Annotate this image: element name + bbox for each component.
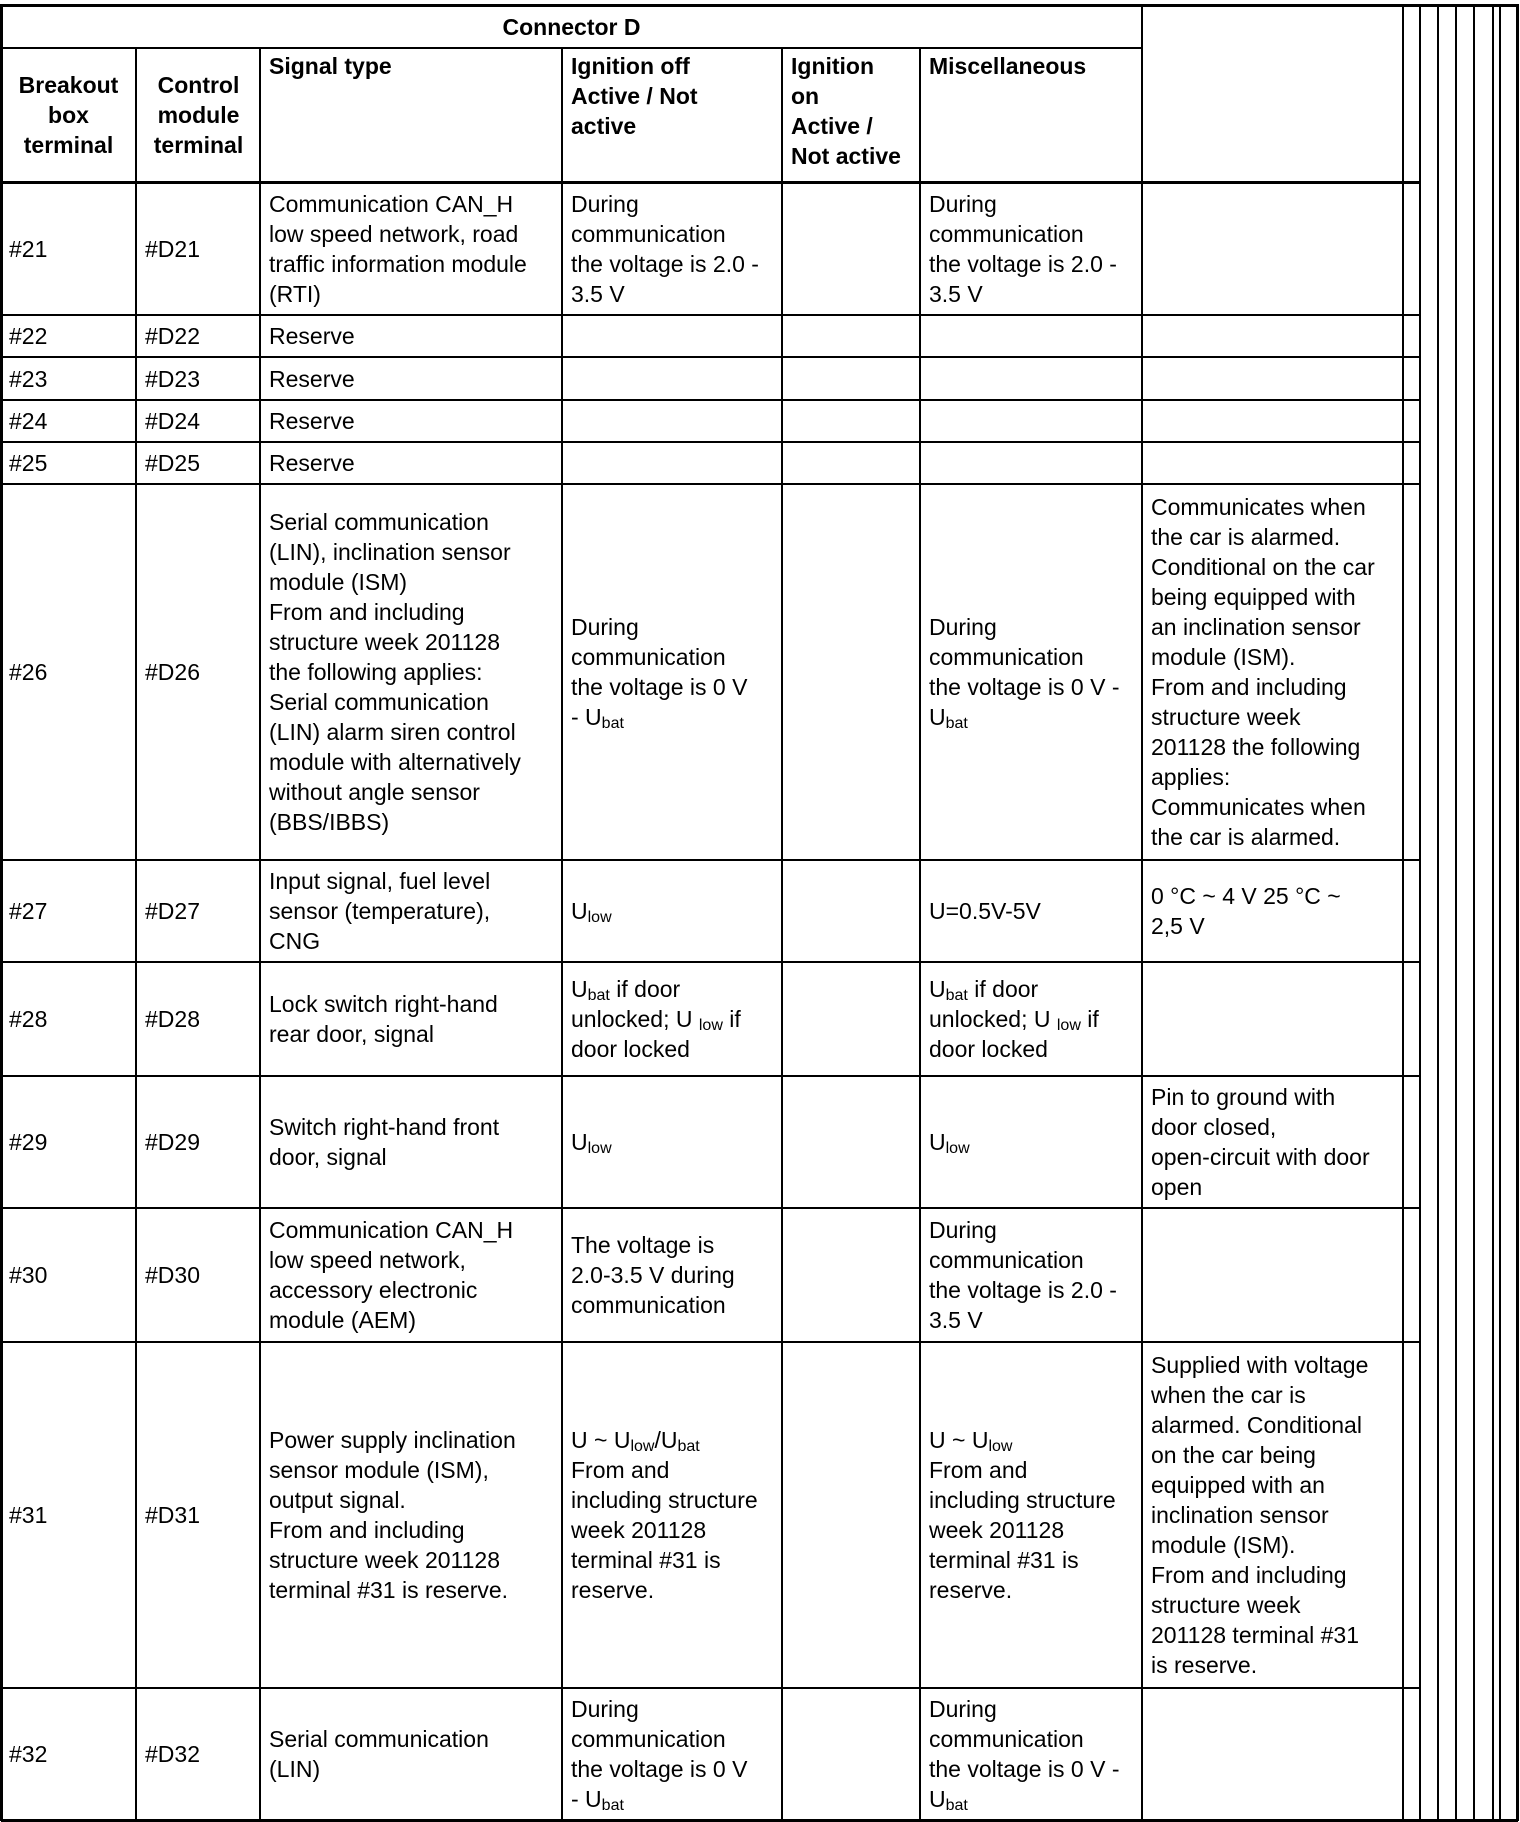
row-12-ignition-off [565,1690,780,1818]
row-4-miscellaneous [923,402,1140,440]
cell-line: During [571,1696,639,1722]
row-12-signal-type [263,1690,560,1818]
cell-line: open [1151,1174,1203,1200]
cell-line: the voltage is 2.0 - [571,250,759,277]
cell-line: #27 [9,898,48,924]
row-5-breakout-terminal [3,444,134,482]
cell-line: box [48,102,89,128]
cell-line: the following applies: [269,659,483,685]
cell-line: #D29 [145,1129,200,1155]
grid-line [1,441,1420,443]
row-11-ignition-off [565,1344,780,1686]
grid-line [561,48,563,1820]
row-1-signal-type [263,184,560,313]
row-2-breakout-terminal [3,317,134,355]
cell-line: #24 [9,408,48,434]
row-3-notes [1145,359,1401,398]
cell-line: From and [571,1457,670,1483]
cell-line: alarmed. Conditional [1151,1412,1362,1438]
cell-line: module (AEM) [269,1307,416,1333]
cell-line: Communicates when [1151,494,1366,520]
cell-line: Reserve [269,365,355,392]
cell-line: #D31 [145,1502,200,1528]
row-6-signal-type [263,486,560,858]
cell-line: CNG [269,928,321,954]
row-8-signal-type [263,964,560,1074]
cell-line: Serial communication [269,509,489,535]
cell-line: 2,5 V [1151,913,1205,939]
cell-line: being equipped with [1151,584,1356,610]
cell-line: Serial communication [269,1726,489,1752]
cell-line: U ~ $U_{low}/U_{bat}$ [571,1427,700,1455]
cell-line: module (ISM) [269,569,408,595]
row-11-miscellaneous [923,1344,1140,1686]
grid-line [1499,6,1501,1820]
grid-line [1,47,1142,49]
grid-line [1,1075,1420,1077]
row-8-miscellaneous [923,964,1140,1074]
cell-line: From and including [269,1517,465,1543]
cell-line: Lock switch right-hand [269,991,498,1017]
cell-line: From and including [1151,674,1347,700]
row-11-control-terminal [139,1344,258,1686]
cell-line: module (ISM). [1151,1532,1296,1558]
cell-line: door, signal [269,1144,387,1170]
cell-line: reserve. [571,1577,655,1603]
cell-line: sensor module (ISM), [269,1457,489,1483]
cell-line: (RTI) [269,280,321,307]
cell-line: inclination sensor [1151,1502,1329,1528]
cell-line: on the car being [1151,1442,1316,1468]
row-2-notes [1145,317,1401,355]
cell-line: communication [571,1292,726,1318]
cell-line: (BBS/IBBS) [269,809,390,835]
cell-line: 3.5 V [571,280,625,307]
cell-line: 3.5 V [929,1307,983,1333]
grid-line [0,4,3,1821]
grid-line [1,961,1420,963]
row-2-ignition-off [565,317,780,355]
grid-line [1437,6,1439,1820]
cell-line: #D32 [145,1741,200,1767]
cell-line: module [157,102,240,128]
cell-line: communication [929,220,1084,247]
cell-line: #D24 [145,408,200,434]
row-3-control-terminal [139,359,258,398]
row-4-ignition-off [565,402,780,440]
cell-line: communication [571,1726,726,1752]
row-8-notes [1145,964,1401,1074]
row-9-notes [1145,1078,1401,1206]
row-8-ignition-on [785,964,918,1074]
row-10-notes [1145,1210,1401,1340]
cell-line: structure week [1151,704,1301,730]
cell-line: (LIN) [269,1756,321,1782]
row-9-miscellaneous [923,1078,1140,1206]
cell-line: - $U_{bat}$ [571,1786,624,1814]
grid-line [1,859,1420,861]
row-4-breakout-terminal [3,402,134,440]
row-11-notes [1145,1344,1401,1686]
row-5-signal-type [263,444,560,482]
grid-line [1,181,1420,184]
row-5-ignition-on [785,444,918,482]
cell-line: Communication CAN_H [269,1217,514,1243]
grid-line [1,314,1420,316]
cell-line: including structure [571,1487,758,1513]
cell-line: the voltage is 2.0 - [929,250,1117,277]
cell-line: #D25 [145,450,200,476]
cell-line: (LIN), inclination sensor [269,539,511,565]
grid-line [1473,6,1475,1820]
row-6-miscellaneous [923,486,1140,858]
cell-line: terminal #31 is reserve. [269,1577,509,1603]
row-2-ignition-on [785,317,918,355]
row-11-ignition-on [785,1344,918,1686]
cell-line: the voltage is 2.0 - [929,1277,1117,1303]
cell-line: $U_{bat}$ [929,1786,968,1814]
cell-line: 201128 terminal #31 [1151,1622,1359,1648]
cell-line: #D30 [145,1262,200,1288]
cell-line: Pin to ground with [1151,1084,1336,1110]
grid-line [1455,6,1457,1820]
cell-line: Reserve [269,450,355,476]
row-8-control-terminal [139,964,258,1074]
header-miscellaneous [923,50,1140,180]
cell-line: (LIN) alarm siren control [269,719,516,745]
cell-line: From and including [269,599,465,625]
cell-line: #25 [9,450,48,476]
cell-line: open-circuit with door [1151,1144,1370,1170]
row-10-control-terminal [139,1210,258,1340]
cell-line: terminal #31 is [571,1547,721,1573]
cell-line: #D21 [145,235,200,262]
cell-line: equipped with an [1151,1472,1325,1498]
cell-line: #D22 [145,323,200,349]
row-2-miscellaneous [923,317,1140,355]
cell-line: During [929,1696,997,1722]
row-7-breakout-terminal [3,862,134,960]
row-2-control-terminal [139,317,258,355]
cell-line: communication [929,644,1084,670]
row-1-miscellaneous [923,184,1140,313]
grid-line [1,4,1518,7]
row-11-breakout-terminal [3,1344,134,1686]
cell-line: unlocked; U $_{low}$ if [929,1006,1099,1034]
cell-line: U ~ $U_{low}$ [929,1427,1013,1455]
row-10-ignition-on [785,1210,918,1340]
cell-line: door locked [929,1036,1048,1062]
cell-line: output signal. [269,1487,406,1513]
row-9-signal-type [263,1078,560,1206]
grid-line [1516,4,1519,1821]
cell-line: low speed network, road [269,220,519,247]
grid-line [1141,6,1143,1820]
row-7-miscellaneous [923,862,1140,960]
cell-line: door locked [571,1036,690,1062]
header-signal-type [263,50,560,180]
cell-line: structure week 201128 [269,1547,500,1573]
cell-line: Active / [791,113,873,139]
grid-line [259,48,261,1820]
cell-line: #D27 [145,898,200,924]
cell-line: on [791,83,820,109]
cell-line: Reserve [269,408,355,434]
header-ignition-on [785,50,918,180]
cell-line: #D28 [145,1006,200,1032]
row-8-breakout-terminal [3,964,134,1074]
row-10-breakout-terminal [3,1210,134,1340]
cell-line: During [929,614,997,640]
cell-line: During [571,614,639,640]
grid-line [135,48,137,1820]
cell-line: Miscellaneous [929,53,1087,79]
grid-line [1419,6,1421,1820]
row-9-control-terminal [139,1078,258,1206]
cell-line: Active / Not [571,83,698,109]
row-6-control-terminal [139,486,258,858]
cell-line: Reserve [269,323,355,349]
cell-line: From and [929,1457,1028,1483]
cell-line: communication [571,220,726,247]
cell-line: an inclination sensor [1151,614,1361,640]
row-2-signal-type [263,317,560,355]
cell-line: During [571,190,639,217]
cell-line: applies: [1151,764,1231,790]
cell-line: module (ISM). [1151,644,1296,670]
cell-line: 3.5 V [929,280,983,307]
cell-line: 2.0-3.5 V during [571,1262,735,1288]
row-9-breakout-terminal [3,1078,134,1206]
cell-line: without angle sensor [269,779,480,805]
cell-line: the car is alarmed. [1151,524,1341,550]
cell-line: The voltage is [571,1232,715,1258]
row-6-ignition-off [565,486,780,858]
row-7-signal-type [263,862,560,960]
cell-line: when the car is [1151,1382,1306,1408]
table-title: Connector D [502,14,641,40]
cell-line: accessory electronic [269,1277,478,1303]
row-5-miscellaneous [923,444,1140,482]
cell-line: week 201128 [571,1517,707,1543]
cell-line: communication [571,644,726,670]
cell-line: Ignition [791,53,875,79]
grid-line [1402,6,1404,1820]
cell-line: Communicates when [1151,794,1366,820]
row-4-notes [1145,402,1401,440]
row-4-control-terminal [139,402,258,440]
grid-line [1492,6,1494,1820]
row-1-breakout-terminal [3,184,134,313]
row-4-ignition-on [785,402,918,440]
row-12-notes [1145,1690,1401,1818]
cell-line: Serial communication [269,689,489,715]
cell-line: module with alternatively [269,749,521,775]
row-7-control-terminal [139,862,258,960]
row-6-notes [1145,486,1401,858]
cell-line: the voltage is 0 V - [929,674,1120,700]
row-10-ignition-off [565,1210,780,1340]
row-7-notes [1145,862,1401,960]
cell-line: unlocked; U $_{low}$ if [571,1006,741,1034]
cell-line: Control [157,72,240,98]
cell-line: Breakout [18,72,119,98]
cell-line: Not active [791,143,901,169]
row-1-ignition-on [785,184,918,313]
grid-line [1,1341,1420,1343]
row-1-ignition-off [565,184,780,313]
row-11-signal-type [263,1344,560,1686]
cell-line: During [929,1217,997,1243]
row-1-notes [1145,184,1401,313]
cell-line: #22 [9,323,48,349]
cell-line: sensor (temperature), [269,898,491,924]
cell-line: structure week [1151,1592,1301,1618]
cell-line: Input signal, fuel level [269,868,491,894]
row-12-control-terminal [139,1690,258,1818]
grid-line [1,1687,1420,1689]
cell-line: the voltage is 0 V - [929,1756,1120,1782]
row-12-ignition-on [785,1690,918,1818]
cell-line: U=0.5V-5V [929,898,1041,924]
cell-line: $U_{low}$ [929,1129,970,1157]
cell-line: - $U_{bat}$ [571,704,624,732]
row-4-signal-type [263,402,560,440]
cell-line: the voltage is 0 V [571,1756,748,1782]
cell-line: door closed, [1151,1114,1277,1140]
cell-line: terminal [153,132,244,158]
cell-line: communication [929,1247,1084,1273]
cell-line: 201128 the following [1151,734,1361,760]
row-1-control-terminal [139,184,258,313]
row-3-ignition-on [785,359,918,398]
cell-line: #31 [9,1502,48,1528]
cell-line: is reserve. [1151,1652,1258,1678]
cell-line: Ignition off [571,53,690,79]
row-5-ignition-off [565,444,780,482]
cell-line: $U_{bat}$ if door [929,976,1039,1004]
header-control-terminal [139,50,258,180]
cell-line: #D26 [145,659,200,685]
cell-line: Supplied with voltage [1151,1352,1369,1378]
row-12-breakout-terminal [3,1690,134,1818]
cell-line: $U_{low}$ [571,1129,612,1157]
cell-line: active [571,113,637,139]
cell-line: Conditional on the car [1151,554,1375,580]
row-7-ignition-on [785,862,918,960]
row-8-ignition-off [565,964,780,1074]
row-6-ignition-on [785,486,918,858]
cell-line: structure week 201128 [269,629,500,655]
cell-line: low speed network, [269,1247,466,1273]
grid-line [1,399,1420,401]
row-3-ignition-off [565,359,780,398]
cell-line: From and including [1151,1562,1347,1588]
cell-line: #29 [9,1129,48,1155]
header-breakout-terminal [3,50,134,180]
cell-line: Power supply inclination [269,1427,516,1453]
row-12-miscellaneous [923,1690,1140,1818]
grid-line [1,483,1420,485]
cell-line: #26 [9,659,48,685]
cell-line: $U_{low}$ [571,898,612,926]
cell-line: #28 [9,1006,48,1032]
cell-line: terminal [23,132,114,158]
cell-line: Signal type [269,53,392,79]
cell-line: the car is alarmed. [1151,824,1341,850]
cell-line: $U_{bat}$ [929,704,968,732]
cell-line: reserve. [929,1577,1013,1603]
row-7-ignition-off [565,862,780,960]
cell-line: #30 [9,1262,48,1288]
row-5-control-terminal [139,444,258,482]
cell-line: During [929,190,997,217]
row-3-breakout-terminal [3,359,134,398]
cell-line: Communication CAN_H [269,190,514,217]
grid-line [1,356,1420,358]
row-9-ignition-on [785,1078,918,1206]
cell-line: #D23 [145,365,200,392]
cell-line: Switch right-hand front [269,1114,500,1140]
cell-line: communication [929,1726,1084,1752]
row-10-signal-type [263,1210,560,1340]
grid-line [1,1207,1420,1209]
header-ignition-off [565,50,780,180]
cell-line: 0 °C ~ 4 V 25 °C ~ [1151,883,1341,909]
header-notes [1145,50,1401,180]
grid-line [919,48,921,1820]
cell-line: #23 [9,365,48,392]
row-9-ignition-off [565,1078,780,1206]
row-5-notes [1145,444,1401,482]
row-3-miscellaneous [923,359,1140,398]
cell-line: the voltage is 0 V [571,674,748,700]
row-3-signal-type [263,359,560,398]
row-6-breakout-terminal [3,486,134,858]
cell-line: rear door, signal [269,1021,434,1047]
row-10-miscellaneous [923,1210,1140,1340]
cell-line: including structure [929,1487,1116,1513]
cell-line: terminal #31 is [929,1547,1079,1573]
cell-line: traffic information module [269,250,527,277]
cell-line: #21 [9,235,48,262]
cell-line: week 201128 [929,1517,1065,1543]
cell-line: $U_{bat}$ if door [571,976,681,1004]
cell-line: #32 [9,1741,48,1767]
grid-line [781,48,783,1820]
